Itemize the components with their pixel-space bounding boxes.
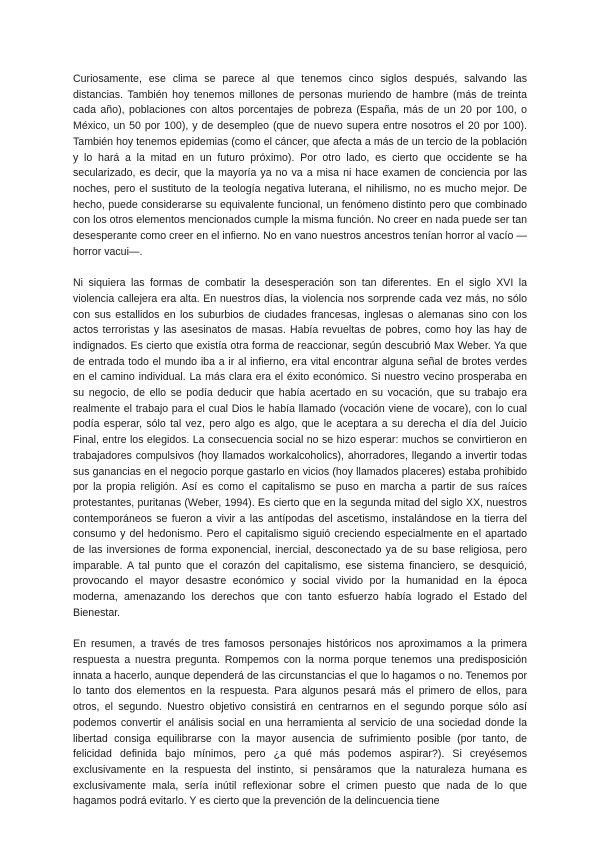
- paragraph-1: Curiosamente, ese clima se parece al que tenemos cinco siglos después, salvando las distancias. También hoy tenemos millones de personas muriendo de hambre (más de treinta cada año), poblaciones con altos porcentajes de pobreza (España, más de un 20 por 100, o México, un 50 por 100), y de desempleo (que de nuevo supera entre nosotros el 20 por 100). También hoy tenemos epidemias (como el cáncer, que afecta a más de un tercio de la población y lo hará a la mitad en un futuro próximo). Por otro lado, es cierto que occidente se ha secularizado, es decir, que la mayoría ya no va a misa ni hace examen de conciencia por las noches, pero el sustituto de la teología negativa luterana, el nihilismo, no es mucho mejor. De hecho, puede considerarse su equivalente funcional, un fenómeno distinto pero que combinado con los otros elementos mencionados cumple la misma función. No creer en nada puede ser tan desesperante como creer en el infierno. No en vano nuestros ancestros tenían horror al vacío —horror vacui—.: [73, 73, 527, 258]
- paragraph-3: En resumen, a través de tres famosos personajes históricos nos aproximamos a la primera respuesta a nuestra pregunta. Rompemos con la norma porque tenemos una predisposición innata a hacerlo, aunque dependerá de las circunstancias el que lo hagamos o no. Tenemos por lo tanto dos elementos en la respuesta. Para algunos pesará más el primero de ellos, para otros, el segundo. Nuestro objetivo consistirá en centrarnos en el segundo porque sólo así podemos convertir el análisis social en una herramienta al servicio de una sociedad donde la libertad consiga equilibrarse con la mayor ausencia de sufrimiento posible (por tanto, de felicidad definida bajo mínimos, pero ¿a qué más podemos aspirar?). Si creyésemos exclusivamente en la respuesta del instinto, si pensáramos que la naturaleza humana es exclusivamente mala, sería inútil reflexionar sobre el crimen puesto que nada de lo que hagamos podrá evitarlo. Y es cierto que la prevención de la delincuencia tiene: [73, 638, 527, 808]
- document-page: [73, 72, 527, 810]
- paragraph-2: Ni siquiera las formas de combatir la desesperación son tan diferentes. En el siglo XVI la violencia callejera era alta. En nuestros días, la violencia nos sorprende cada vez más, no sólo con sus estallidos en los suburbios de ciudades francesas, inglesas o alemanas sino con los actos terroristas y las asesinatos de masas. Había revueltas de pobres, como hoy las hay de indignados. Es cierto que existía otra forma de reaccionar, según descubrió Max Weber. Ya que de entrada todo el mundo iba a ir al infierno, era vital encontrar alguna señal de brotes verdes en el camino individual. La más clara era el éxito económico. Si nuestro vecino prosperaba en su negocio, de ello se podía deducir que había acertado en su vocación, que su trabajo era realmente el trabajo para el cual Dios le había llamado (vocación viene de vocare), con lo cual podía esperar, sólo tal vez, pero algo es algo, que le aceptara a su derecha el día del Juicio Final, entre los elegidos. La consecuencia social no se hizo esperar: muchos se convirtieron en trabajadores compulsivos (hoy llamados workalcoholics), ahorradores, llegando a invertir todas sus ganancias en el negocio porque gastarlo en vicios (hoy llamados placeres) estaba prohibido por la propia religión. Así es como el capitalismo se puso en marcha a partir de sus raíces protestantes, puritanas (Weber, 1994). Es cierto que en la segunda mitad del siglo XX, nuestros contemporáneos se fueron a vivir a las antípodas del ascetismo, instalándose en la tierra del consumo y del hedonismo. Pero el capitalismo siguió creciendo especialmente en el apartado de las inversiones de forma exponencial, inercial, desconectado ya de su base religiosa, pero imparable. A tal punto que el corazón del capitalismo, ese sistema financiero, se desquició, provocando el mayor desastre económico y social vivido por la humanidad en la época moderna, amenazando los derechos que con tanto esfuerzo había logrado el Estado del Bienestar.: [73, 277, 527, 619]
